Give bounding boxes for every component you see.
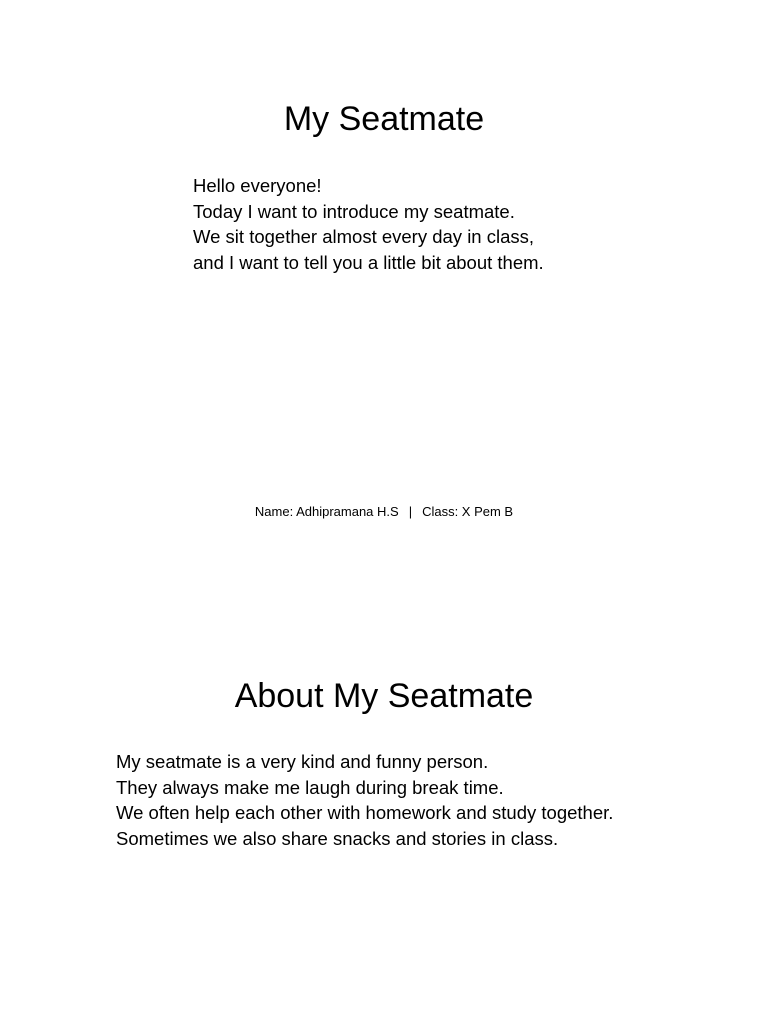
- intro-paragraph: [193, 173, 544, 276]
- about-paragraph: [116, 749, 613, 852]
- section-title: About My Seatmate: [234, 677, 534, 715]
- intro-line: Today I want to introduce my seatmate.: [193, 200, 515, 222]
- intro-line: We sit together almost every day in class,: [193, 226, 535, 248]
- about-line: They always make me laugh during break time.: [116, 776, 504, 798]
- info-separator: |: [408, 504, 413, 519]
- about-line: We often help each other with homework and study together.: [116, 802, 614, 824]
- about-line: Sometimes we also share snacks and stories in class.: [116, 828, 559, 850]
- about-line: My seatmate is a very kind and funny person.: [116, 751, 489, 772]
- student-class: Class: X Pem B: [422, 504, 514, 519]
- intro-line: and I want to tell you a little bit about them.: [193, 252, 544, 274]
- intro-line: Hello everyone!: [193, 175, 322, 196]
- page-title: My Seatmate: [283, 100, 485, 138]
- student-name: Name: Adhipramana H.S: [254, 504, 399, 519]
- student-info: [0, 503, 768, 521]
